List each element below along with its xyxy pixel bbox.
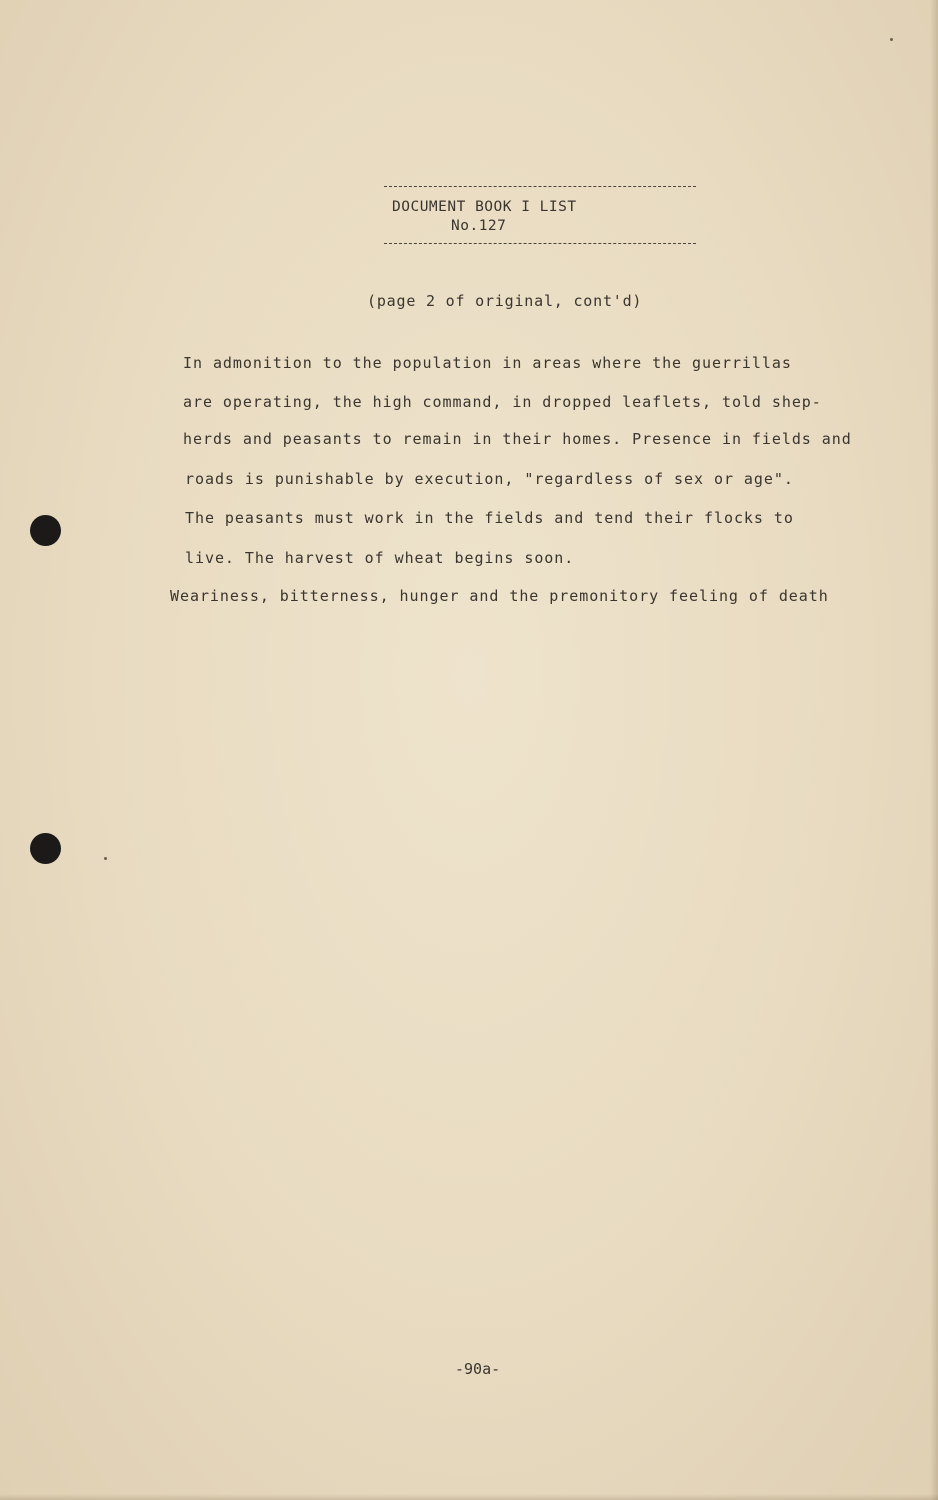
punch-hole-lower xyxy=(30,833,61,864)
header-rule-top xyxy=(384,186,696,187)
page-number: -90a- xyxy=(455,1360,501,1378)
body-line-1: In admonition to the population in areas where the guerrillas xyxy=(183,354,792,372)
page-subheading: (page 2 of original, cont'd) xyxy=(367,292,643,310)
header-rule-bottom xyxy=(384,243,696,244)
page-edge-shadow xyxy=(930,0,938,1500)
body-line-6: live. The harvest of wheat begins soon. xyxy=(185,549,575,567)
body-line-2: are operating, the high command, in dropped leaflets, told shep- xyxy=(183,393,822,411)
body-line-5: The peasants must work in the fields and tend their flocks to xyxy=(185,509,794,527)
punch-hole-upper xyxy=(30,515,61,546)
body-line-7: Weariness, bitterness, hunger and the premonitory feeling of death xyxy=(170,587,829,605)
page-bottom-shadow xyxy=(0,1494,938,1500)
document-title: DOCUMENT BOOK I LIST xyxy=(392,199,577,215)
paper-speck xyxy=(104,857,107,860)
body-line-4: roads is punishable by execution, "regardless of sex or age". xyxy=(185,470,794,488)
body-line-3: herds and peasants to remain in their homes. Presence in fields and xyxy=(183,430,852,448)
paper-speck xyxy=(890,38,893,41)
document-number: No.127 xyxy=(451,218,507,234)
